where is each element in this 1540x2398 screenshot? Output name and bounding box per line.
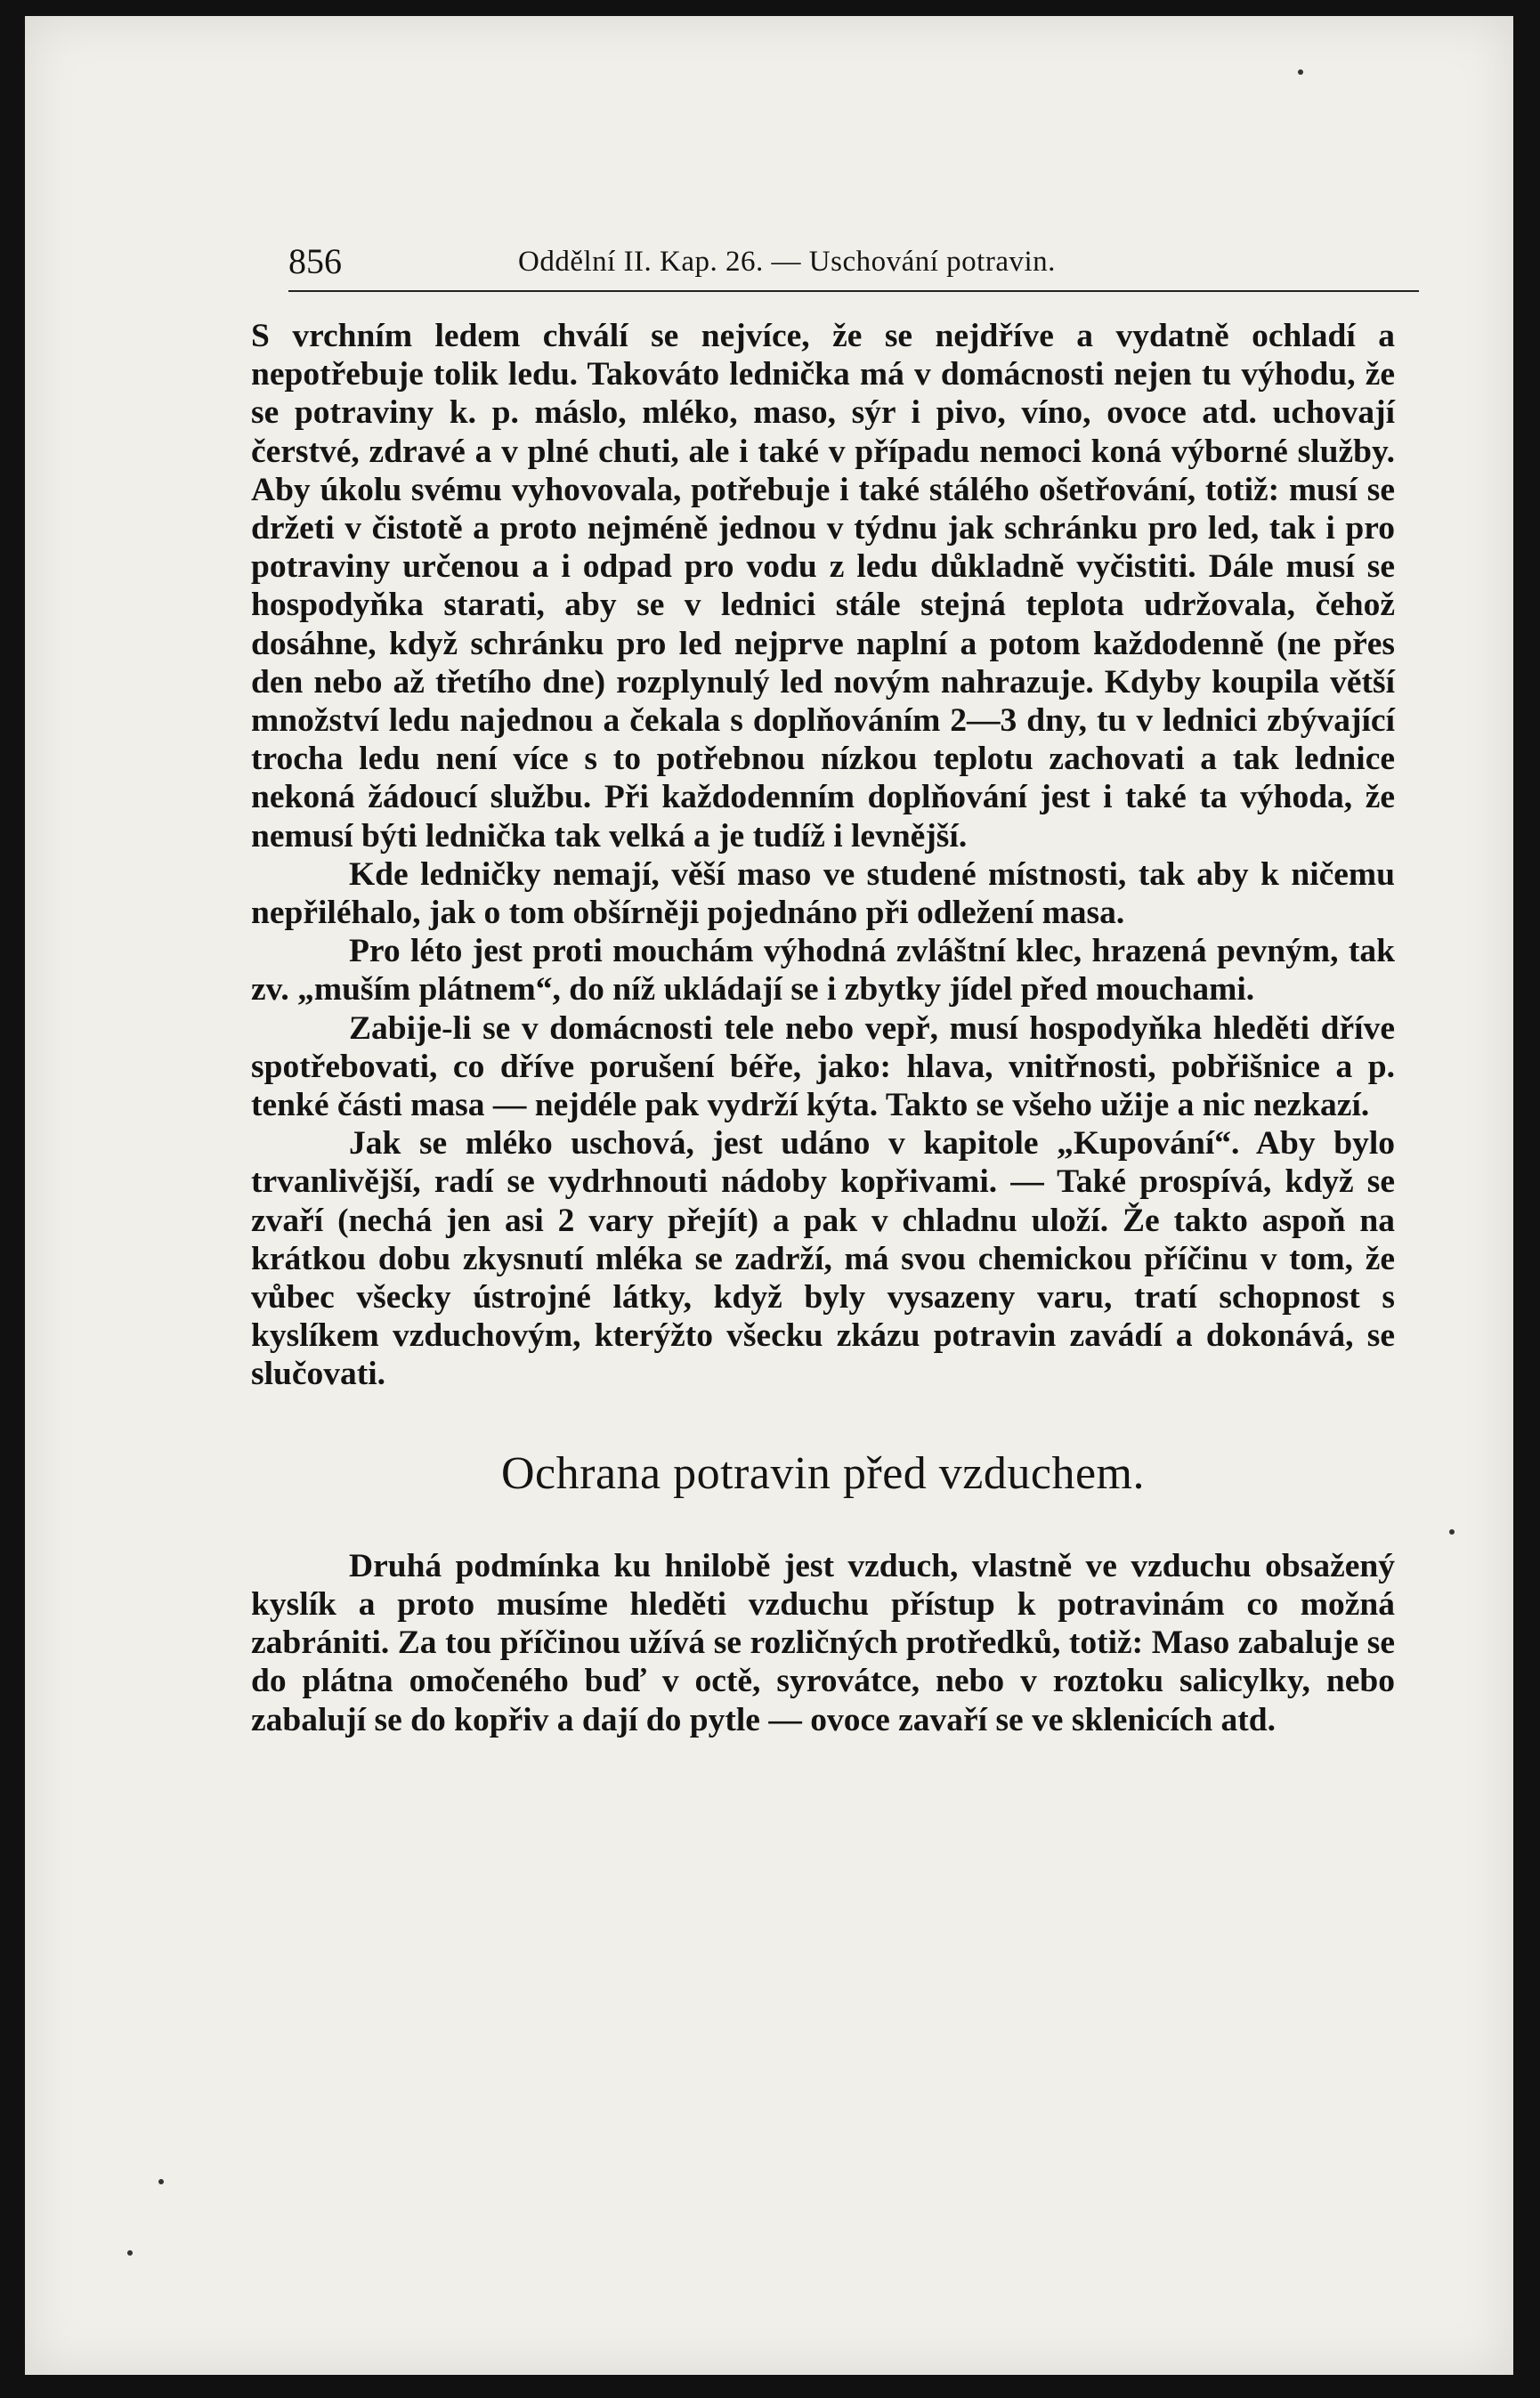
print-speck	[127, 2250, 133, 2256]
paragraph: Druhá podmínka ku hnilobě jest vzduch, vlastně ve vzduchu obsažený kyslík a proto musíme hleděti vzduchu přístup k potravinám co možná zabrániti. Za tou příčinou užívá se rozličných protředků, totiž: Maso zabaluje se do plátna omočeného buď v octě, syrovátce, nebo v roztoku salicylky, nebo zabalují se do kopřiv a dají do pytle — ovoce zavaří se ve sklenicích atd.	[251, 1547, 1395, 1738]
paragraph: Jak se mléko uschová, jest udáno v kapitole „Kupování“. Aby bylo trvanlivější, radí se vydrhnouti nádoby kopřivami. — Také prospívá, když se zvaří (nechá jen asi 2 vary přejít) a pak v chladnu uloží. Že takto aspoň na krátkou dobu zkysnutí mléka se zadrží, má svou chemickou příčinu v tom, že vůbec všecky ústrojné látky, když byly vysazeny varu, tratí schopnost s kyslíkem vzduchovým, kterýžto všecku zkázu potravin zavádí a dokonává, se slučovati.	[251, 1125, 1395, 1393]
section-heading: Ochrana potravin před vzduchem.	[501, 1447, 1145, 1499]
print-speck	[1298, 69, 1303, 75]
paragraph: Kde ledničky nemají, věší maso ve studené místnosti, tak aby k ničemu nepřiléhalo, jak o tom obšírněji pojednáno při odležení masa.	[251, 855, 1395, 932]
paragraph: Zabije-li se v domácnosti tele nebo vepř, musí hospodyňka hleděti dříve spotřebovati, co dříve porušení béře, jako: hlava, vnitřnosti, pobřišnice a p. tenké části masa — nejdéle pak vydrží kýta. Takto se všeho užije a nic nezkazí.	[251, 1009, 1395, 1124]
page-header	[288, 235, 1419, 292]
paragraph: S vrchním ledem chválí se nejvíce, že se nejdříve a vydatně ochladí a nepotřebuje tolik ledu. Takováto lednička má v domácnosti nejen tu výhodu, že se potraviny k. p. máslo, mléko, maso, sýr i pivo, víno, ovoce atd. uchovají čerstvé, zdravé a v plné chuti, ale i také v případu nemoci koná výborné služby. Aby úkolu svému vyhovovala, potřebuje i také stálého ošetřování, totiž: musí se držeti v čistotě a proto nejméně jednou v týdnu jak schránku pro led, tak i pro potraviny určenou a i odpad pro vodu z ledu důkladně vyčistiti. Dále musí se hospodyňka starati, aby se v lednici stále stejná teplota udržovala, čehož dosáhne, když schránku pro led nejprve naplní a potom každodenně (ne přes den nebo až třetího dne) rozplynulý led novým nahrazuje. Kdyby koupila větší množství ledu najednou a čekala s doplňováním 2—3 dny, tu v lednici zbývající trocha ledu není více s to potřebnou nízkou teplotu zachovati a tak lednice nekoná žádoucí službu. Při každodenním doplňování jest i také ta výhoda, že nemusí býti lednička tak velká a je tudíž i levnější.	[251, 318, 1395, 855]
body-text	[251, 317, 1395, 1739]
print-speck	[1449, 1529, 1455, 1535]
print-speck	[158, 2179, 164, 2184]
paragraph: Pro léto jest proti mouchám výhodná zvláštní klec, hrazená pevným, tak zv. „muším plátnem“, do níž ukládají se i zbytky jídel před mouchami.	[251, 933, 1395, 1009]
running-title: Oddělní II. Kap. 26. — Uschování potravin.	[518, 246, 1056, 278]
page-number: 856	[288, 241, 342, 281]
